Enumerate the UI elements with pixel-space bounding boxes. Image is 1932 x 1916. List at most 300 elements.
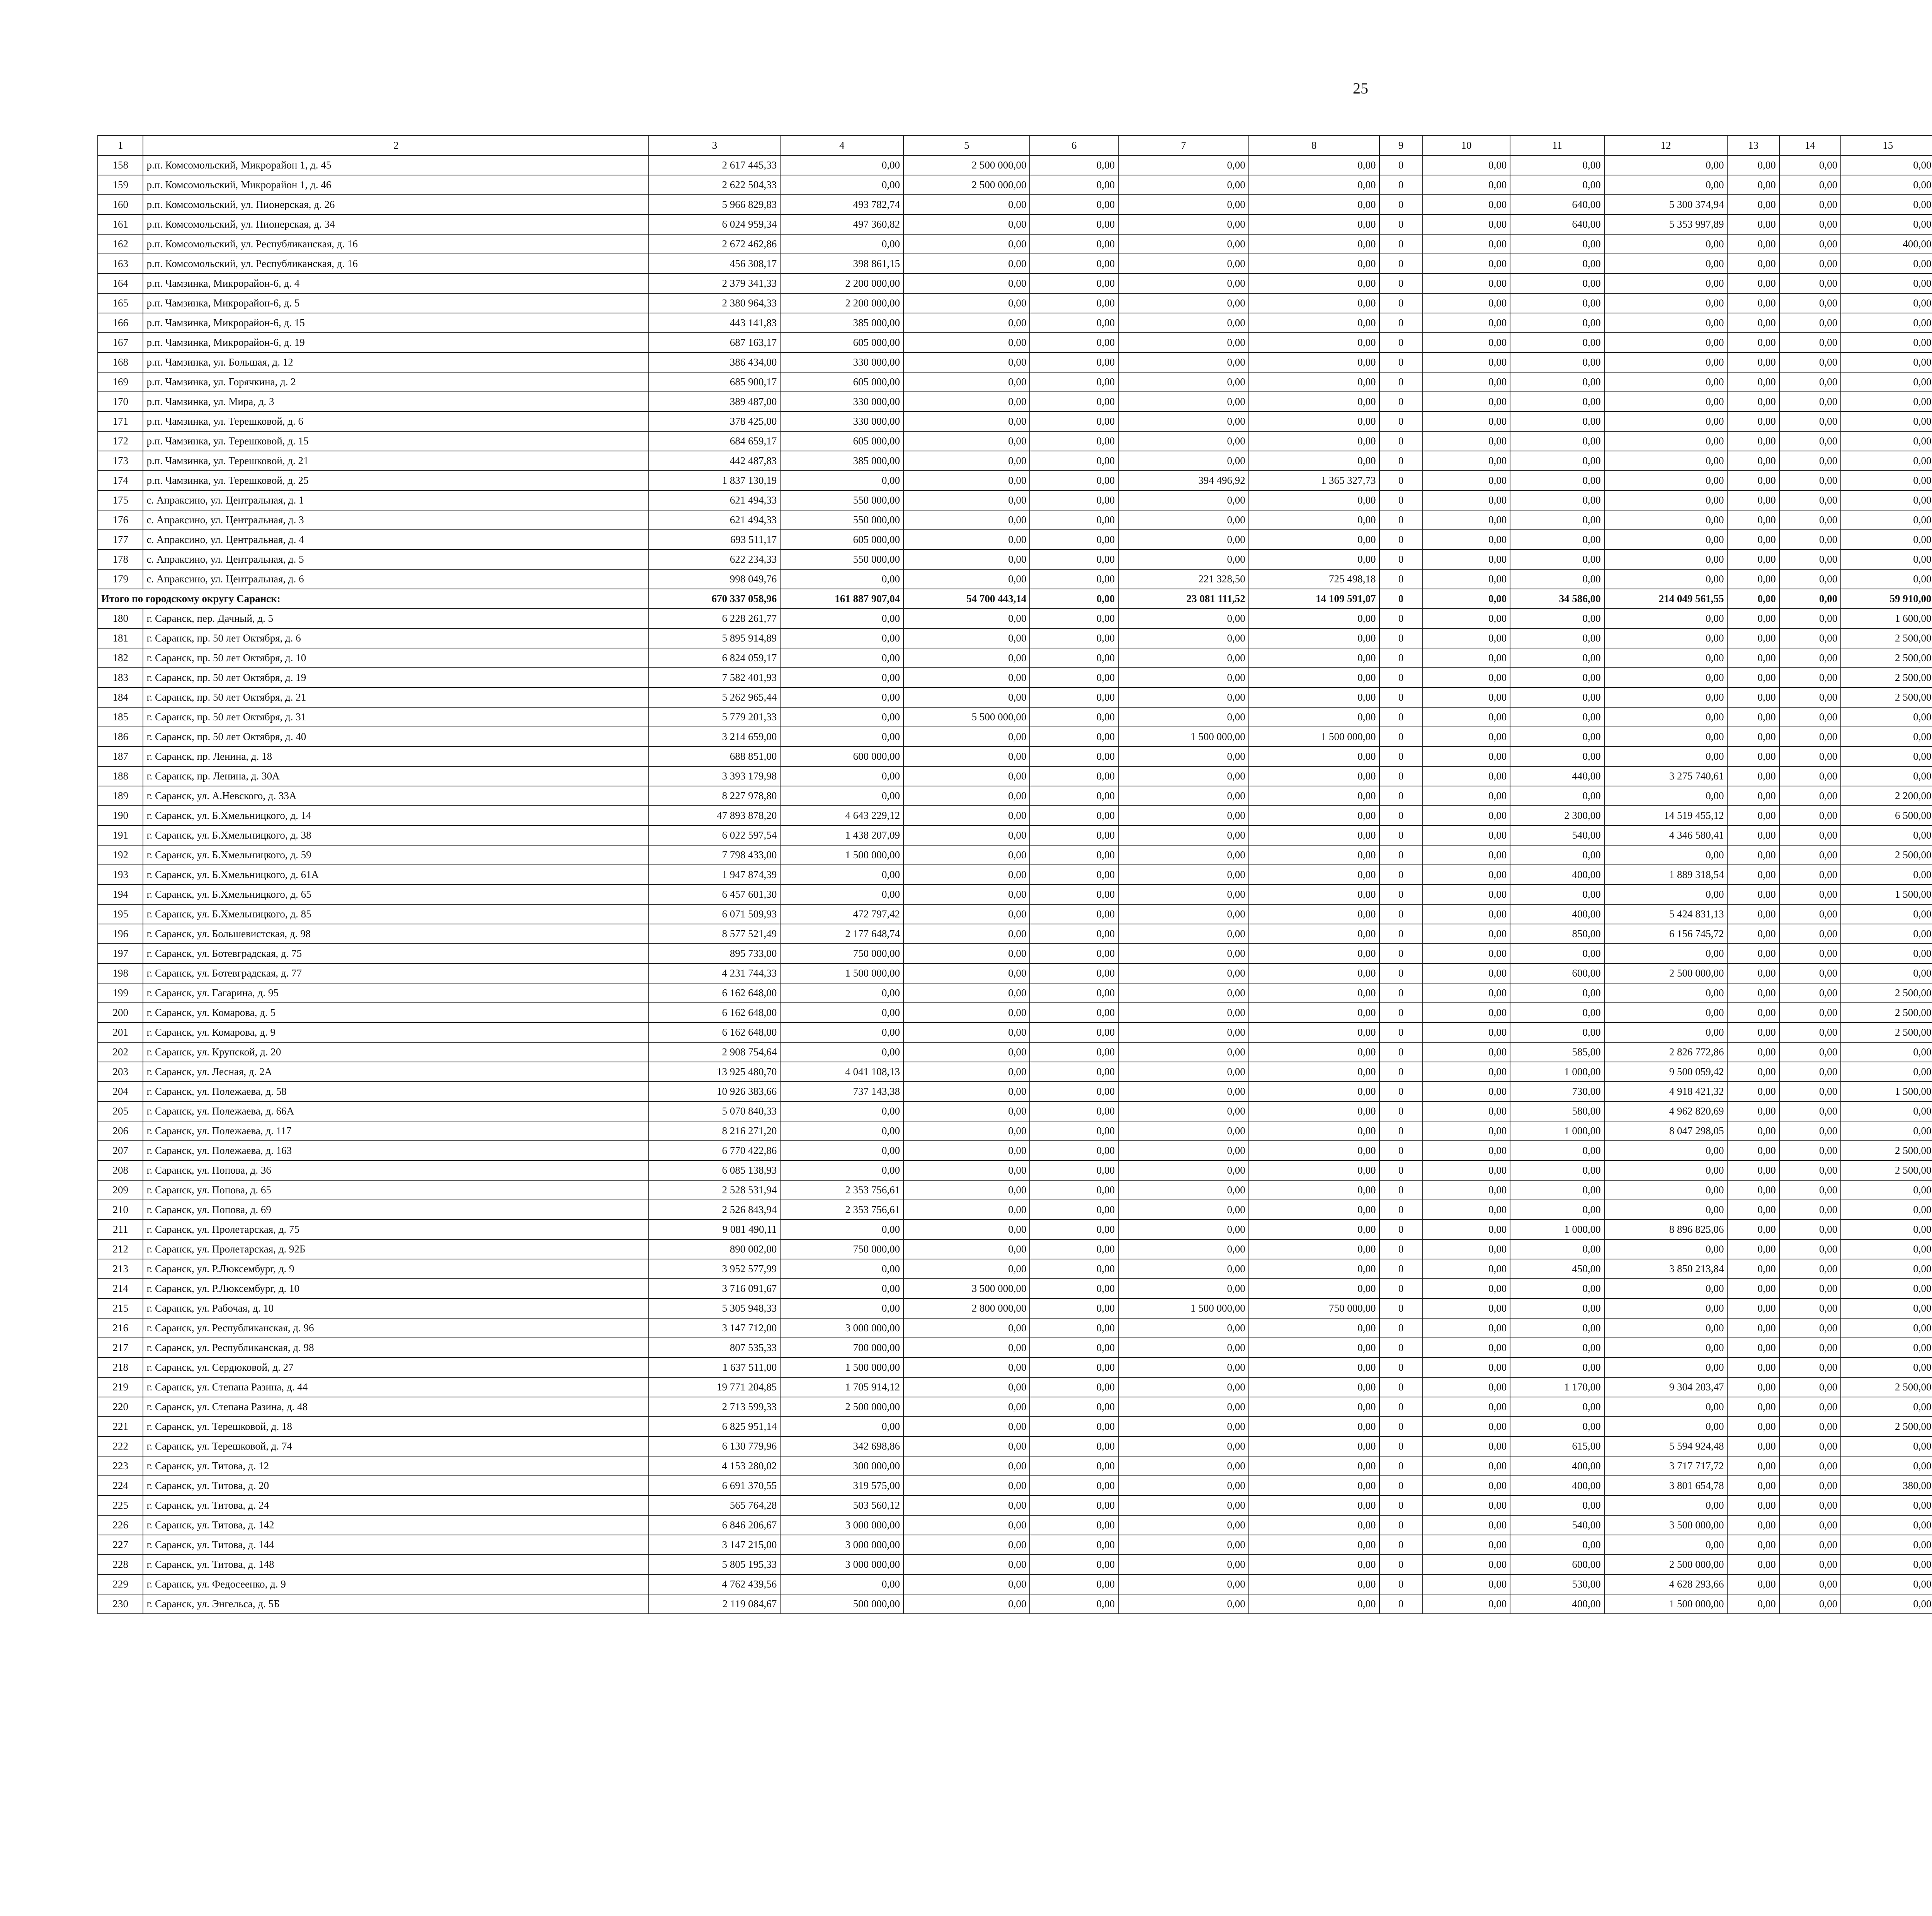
- value-cell: 0,00: [1030, 569, 1118, 589]
- address-cell: г. Саранск, ул. Попова, д. 65: [143, 1180, 649, 1200]
- value-cell: 0,00: [780, 1141, 903, 1160]
- value-cell: 2 500,00: [1841, 1417, 1932, 1436]
- value-cell: 0,00: [1841, 1121, 1932, 1141]
- value-cell: 0,00: [1841, 550, 1932, 569]
- value-cell: 0,00: [1118, 786, 1249, 806]
- table-row: [98, 628, 1932, 648]
- value-cell: 0,00: [1727, 1082, 1779, 1101]
- value-cell: 1 637 511,00: [649, 1358, 780, 1377]
- value-cell: 0,00: [780, 569, 903, 589]
- value-cell: 0,00: [1423, 313, 1510, 333]
- value-cell: 0,00: [1118, 1456, 1249, 1476]
- value-cell: 472 797,42: [780, 904, 903, 924]
- value-cell: 0,00: [1510, 1535, 1604, 1555]
- value-cell: 0,00: [903, 1338, 1030, 1358]
- value-cell: 0,00: [1249, 254, 1379, 274]
- value-cell: 0,00: [903, 1456, 1030, 1476]
- value-cell: 0,00: [780, 1101, 903, 1121]
- value-cell: 0,00: [903, 569, 1030, 589]
- address-cell: г. Саранск, ул. Титова, д. 148: [143, 1555, 649, 1574]
- table-row: [98, 1594, 1932, 1614]
- value-cell: 0,00: [1118, 944, 1249, 963]
- value-cell: 386 434,00: [649, 352, 780, 372]
- value-cell: 0,00: [1779, 412, 1841, 431]
- value-cell: 0,00: [1249, 766, 1379, 786]
- value-cell: 2 500,00: [1841, 845, 1932, 865]
- value-cell: 0,00: [1249, 747, 1379, 766]
- address-cell: р.п. Чамзинка, ул. Мира, д. 3: [143, 392, 649, 412]
- value-cell: 0,00: [1841, 1456, 1932, 1476]
- value-cell: 14 109 591,07: [1249, 589, 1379, 609]
- value-cell: 0,00: [1841, 1535, 1932, 1555]
- value-cell: 442 487,83: [649, 451, 780, 471]
- value-cell: 0,00: [1249, 1594, 1379, 1614]
- value-cell: 0,00: [1727, 1515, 1779, 1535]
- value-cell: 0,00: [1030, 1200, 1118, 1220]
- row-number-cell: 181: [98, 628, 143, 648]
- address-cell: р.п. Комсомольский, Микрорайон 1, д. 45: [143, 155, 649, 175]
- table-row: [98, 1377, 1932, 1397]
- value-cell: 0,00: [1249, 1279, 1379, 1298]
- value-cell: 0,00: [1779, 589, 1841, 609]
- value-cell: 0,00: [1604, 234, 1728, 254]
- address-cell: р.п. Комсомольский, ул. Республиканская, д. 16: [143, 254, 649, 274]
- value-cell: 0,00: [1727, 550, 1779, 569]
- table-body: [98, 155, 1932, 1614]
- value-cell: 0,00: [1604, 1318, 1728, 1338]
- value-cell: 0,00: [1118, 195, 1249, 214]
- value-cell: 0,00: [903, 1062, 1030, 1082]
- value-cell: 0,00: [1841, 1180, 1932, 1200]
- value-cell: 700 000,00: [780, 1338, 903, 1358]
- value-cell: 6 022 597,54: [649, 825, 780, 845]
- value-cell: 0,00: [1727, 1220, 1779, 1239]
- value-cell: 0,00: [1510, 510, 1604, 530]
- value-cell: 0,00: [1030, 1298, 1118, 1318]
- row-number-cell: 193: [98, 865, 143, 885]
- value-cell: 0,00: [1423, 747, 1510, 766]
- value-cell: 0,00: [1423, 293, 1510, 313]
- value-cell: 0,00: [903, 451, 1030, 471]
- value-cell: 0,00: [1604, 1003, 1728, 1023]
- value-cell: 0: [1379, 1574, 1423, 1594]
- row-number-cell: 225: [98, 1496, 143, 1515]
- value-cell: 0,00: [1249, 372, 1379, 392]
- value-cell: 400,00: [1510, 865, 1604, 885]
- value-cell: 0,00: [1604, 786, 1728, 806]
- value-cell: 1 365 327,73: [1249, 471, 1379, 490]
- table-row: [98, 944, 1932, 963]
- value-cell: 0,00: [1118, 1436, 1249, 1456]
- value-cell: 0,00: [1118, 490, 1249, 510]
- value-cell: 0,00: [1727, 412, 1779, 431]
- value-cell: 0,00: [1841, 1436, 1932, 1456]
- value-cell: 0,00: [1249, 431, 1379, 451]
- table-row: [98, 333, 1932, 352]
- address-cell: р.п. Чамзинка, Микрорайон-6, д. 4: [143, 274, 649, 293]
- value-cell: 0,00: [1779, 530, 1841, 550]
- value-cell: 0,00: [1779, 175, 1841, 195]
- value-cell: 0: [1379, 1082, 1423, 1101]
- table-row: [98, 865, 1932, 885]
- row-number-cell: 222: [98, 1436, 143, 1456]
- row-number-cell: 183: [98, 668, 143, 687]
- value-cell: 0,00: [1779, 1220, 1841, 1239]
- value-cell: 0,00: [1030, 1082, 1118, 1101]
- value-cell: 0,00: [1249, 628, 1379, 648]
- value-cell: 0,00: [1510, 944, 1604, 963]
- value-cell: 0: [1379, 155, 1423, 175]
- value-cell: 0,00: [903, 1239, 1030, 1259]
- row-number-cell: 189: [98, 786, 143, 806]
- row-number-cell: 167: [98, 333, 143, 352]
- value-cell: 0,00: [1727, 845, 1779, 865]
- value-cell: 0,00: [1841, 471, 1932, 490]
- value-cell: 0,00: [1118, 924, 1249, 944]
- address-cell: г. Саранск, ул. Гагарина, д. 95: [143, 983, 649, 1003]
- row-number-cell: 182: [98, 648, 143, 668]
- table-row: [98, 1338, 1932, 1358]
- value-cell: 0,00: [1118, 1476, 1249, 1496]
- value-cell: 0,00: [1118, 1555, 1249, 1574]
- value-cell: 0,00: [1727, 1141, 1779, 1160]
- value-cell: 0,00: [1423, 865, 1510, 885]
- value-cell: 2 713 599,33: [649, 1397, 780, 1417]
- value-cell: 0: [1379, 766, 1423, 786]
- value-cell: 2 500,00: [1841, 1160, 1932, 1180]
- value-cell: 6 770 422,86: [649, 1141, 780, 1160]
- value-cell: 0,00: [1779, 845, 1841, 865]
- value-cell: 0,00: [1423, 885, 1510, 904]
- value-cell: 0,00: [1118, 1003, 1249, 1023]
- row-number-cell: 188: [98, 766, 143, 786]
- value-cell: 0,00: [1604, 1496, 1728, 1515]
- value-cell: 0,00: [903, 648, 1030, 668]
- value-cell: 456 308,17: [649, 254, 780, 274]
- value-cell: 0,00: [1030, 1062, 1118, 1082]
- value-cell: 0,00: [1249, 1338, 1379, 1358]
- address-cell: г. Саранск, ул. Полежаева, д. 163: [143, 1141, 649, 1160]
- value-cell: 0,00: [1249, 668, 1379, 687]
- value-cell: 0,00: [1779, 214, 1841, 234]
- value-cell: 0,00: [1249, 333, 1379, 352]
- address-cell: г. Саранск, ул. Большевистская, д. 98: [143, 924, 649, 944]
- row-number-cell: 158: [98, 155, 143, 175]
- table-row: [98, 1062, 1932, 1082]
- value-cell: 0,00: [1030, 845, 1118, 865]
- value-cell: 2 200,00: [1841, 786, 1932, 806]
- value-cell: 0,00: [1841, 1279, 1932, 1298]
- value-cell: 0,00: [1118, 1259, 1249, 1279]
- value-cell: 0,00: [1779, 1042, 1841, 1062]
- value-cell: 0,00: [1604, 293, 1728, 313]
- value-cell: 400,00: [1510, 1456, 1604, 1476]
- table-row: [98, 254, 1932, 274]
- value-cell: 0,00: [1118, 451, 1249, 471]
- table-row: [98, 1298, 1932, 1318]
- value-cell: 0,00: [780, 687, 903, 707]
- value-cell: 0,00: [903, 392, 1030, 412]
- value-cell: 0,00: [780, 1003, 903, 1023]
- value-cell: 0,00: [1030, 983, 1118, 1003]
- value-cell: 0: [1379, 845, 1423, 865]
- value-cell: 0,00: [1118, 1397, 1249, 1417]
- value-cell: 0,00: [1510, 628, 1604, 648]
- address-cell: г. Саранск, ул. Б.Хмельницкого, д. 85: [143, 904, 649, 924]
- value-cell: 0,00: [1030, 707, 1118, 727]
- value-cell: 998 049,76: [649, 569, 780, 589]
- value-cell: 725 498,18: [1249, 569, 1379, 589]
- row-number-cell: 196: [98, 924, 143, 944]
- value-cell: 0: [1379, 392, 1423, 412]
- address-cell: г. Саранск, пр. 50 лет Октября, д. 6: [143, 628, 649, 648]
- value-cell: 0: [1379, 1555, 1423, 1574]
- value-cell: 0: [1379, 1101, 1423, 1121]
- value-cell: 0,00: [1030, 1003, 1118, 1023]
- value-cell: 0: [1379, 569, 1423, 589]
- value-cell: 0,00: [1727, 175, 1779, 195]
- value-cell: 0,00: [1727, 1062, 1779, 1082]
- value-cell: 0,00: [903, 1160, 1030, 1180]
- row-number-cell: 185: [98, 707, 143, 727]
- value-cell: 0,00: [1779, 628, 1841, 648]
- table-row: [98, 609, 1932, 628]
- value-cell: 0,00: [903, 214, 1030, 234]
- value-cell: 0,00: [903, 1358, 1030, 1377]
- table-row: [98, 431, 1932, 451]
- value-cell: 0,00: [1510, 648, 1604, 668]
- value-cell: 0,00: [1779, 806, 1841, 825]
- value-cell: 0,00: [1118, 963, 1249, 983]
- value-cell: 0,00: [1118, 1121, 1249, 1141]
- address-cell: г. Саранск, ул. Пролетарская, д. 92Б: [143, 1239, 649, 1259]
- table-row: [98, 1358, 1932, 1377]
- value-cell: 0,00: [1779, 648, 1841, 668]
- value-cell: 300 000,00: [780, 1456, 903, 1476]
- value-cell: 0,00: [1841, 1259, 1932, 1279]
- row-number-cell: 174: [98, 471, 143, 490]
- value-cell: 0,00: [1779, 1496, 1841, 1515]
- value-cell: 0,00: [1423, 1574, 1510, 1594]
- value-cell: 0,00: [1118, 687, 1249, 707]
- value-cell: 0,00: [1423, 1298, 1510, 1318]
- value-cell: 0,00: [1779, 569, 1841, 589]
- row-number-cell: 201: [98, 1023, 143, 1042]
- value-cell: 687 163,17: [649, 333, 780, 352]
- value-cell: 0,00: [1249, 1397, 1379, 1417]
- address-cell: г. Саранск, ул. Степана Разина, д. 44: [143, 1377, 649, 1397]
- value-cell: 0,00: [1779, 1515, 1841, 1535]
- value-cell: 0,00: [1423, 431, 1510, 451]
- table-row: [98, 648, 1932, 668]
- value-cell: 0,00: [1510, 1417, 1604, 1436]
- value-cell: 0,00: [1249, 1377, 1379, 1397]
- value-cell: 0,00: [1423, 214, 1510, 234]
- value-cell: 6 824 059,17: [649, 648, 780, 668]
- value-cell: 0,00: [1030, 963, 1118, 983]
- value-cell: 1 000,00: [1510, 1121, 1604, 1141]
- value-cell: 0,00: [1249, 1555, 1379, 1574]
- value-cell: 0,00: [1423, 1515, 1510, 1535]
- value-cell: 19 771 204,85: [649, 1377, 780, 1397]
- value-cell: 0,00: [1423, 530, 1510, 550]
- value-cell: 0,00: [1118, 1515, 1249, 1535]
- value-cell: 0: [1379, 1436, 1423, 1456]
- value-cell: 0,00: [903, 806, 1030, 825]
- address-cell: г. Саранск, ул. Полежаева, д. 58: [143, 1082, 649, 1101]
- value-cell: 0,00: [1727, 1535, 1779, 1555]
- value-cell: 0,00: [1030, 1417, 1118, 1436]
- value-cell: 0,00: [1510, 786, 1604, 806]
- table-row: [98, 845, 1932, 865]
- value-cell: 0,00: [903, 1535, 1030, 1555]
- value-cell: 0,00: [1841, 175, 1932, 195]
- value-cell: 0,00: [1423, 1377, 1510, 1397]
- value-cell: 0,00: [1249, 1042, 1379, 1062]
- value-cell: 0,00: [903, 234, 1030, 254]
- value-cell: 0,00: [1604, 254, 1728, 274]
- address-cell: р.п. Чамзинка, ул. Терешковой, д. 25: [143, 471, 649, 490]
- value-cell: 0,00: [903, 628, 1030, 648]
- value-cell: 0,00: [1779, 510, 1841, 530]
- value-cell: 0,00: [1510, 1239, 1604, 1259]
- value-cell: 0,00: [1030, 1456, 1118, 1476]
- table-row: [98, 1082, 1932, 1101]
- row-number-cell: 204: [98, 1082, 143, 1101]
- value-cell: 0,00: [1841, 214, 1932, 234]
- table-row: [98, 550, 1932, 569]
- value-cell: 13 925 480,70: [649, 1062, 780, 1082]
- value-cell: 0,00: [1030, 1476, 1118, 1496]
- address-cell: г. Саранск, ул. Попова, д. 36: [143, 1160, 649, 1180]
- value-cell: 0,00: [1030, 234, 1118, 254]
- table-container: [97, 135, 1932, 1614]
- value-cell: 0,00: [1118, 1200, 1249, 1220]
- value-cell: 0,00: [1727, 1358, 1779, 1377]
- table-row: [98, 885, 1932, 904]
- row-number-cell: 175: [98, 490, 143, 510]
- value-cell: 0,00: [1510, 1180, 1604, 1200]
- row-number-cell: 194: [98, 885, 143, 904]
- value-cell: 0,00: [1249, 195, 1379, 214]
- value-cell: 0,00: [903, 530, 1030, 550]
- value-cell: 0,00: [903, 865, 1030, 885]
- value-cell: 330 000,00: [780, 392, 903, 412]
- value-cell: 0,00: [1779, 1338, 1841, 1358]
- value-cell: 0,00: [1604, 1338, 1728, 1358]
- value-cell: 0,00: [1727, 1101, 1779, 1121]
- value-cell: 0,00: [1841, 274, 1932, 293]
- column-header: 14: [1779, 136, 1841, 155]
- value-cell: 0,00: [1030, 944, 1118, 963]
- value-cell: 0,00: [1249, 313, 1379, 333]
- value-cell: 0: [1379, 431, 1423, 451]
- value-cell: 0,00: [1604, 431, 1728, 451]
- value-cell: 6 162 648,00: [649, 1003, 780, 1023]
- value-cell: 0,00: [1510, 1200, 1604, 1220]
- address-cell: р.п. Комсомольский, Микрорайон 1, д. 46: [143, 175, 649, 195]
- value-cell: 0,00: [1779, 1180, 1841, 1200]
- data-table: [97, 135, 1932, 1614]
- value-cell: 0,00: [1118, 1239, 1249, 1259]
- value-cell: 0,00: [1118, 1338, 1249, 1358]
- value-cell: 0,00: [1423, 1239, 1510, 1259]
- value-cell: 3 850 213,84: [1604, 1259, 1728, 1279]
- value-cell: 6 085 138,93: [649, 1160, 780, 1180]
- value-cell: 0,00: [1118, 825, 1249, 845]
- value-cell: 0,00: [903, 747, 1030, 766]
- value-cell: 0: [1379, 648, 1423, 668]
- table-row: [98, 1141, 1932, 1160]
- value-cell: 0,00: [1030, 1377, 1118, 1397]
- value-cell: 0,00: [1727, 944, 1779, 963]
- value-cell: 0: [1379, 412, 1423, 431]
- value-cell: 0,00: [1423, 1417, 1510, 1436]
- value-cell: 0,00: [1249, 924, 1379, 944]
- value-cell: 0,00: [1510, 885, 1604, 904]
- table-row: [98, 766, 1932, 786]
- value-cell: 2 200 000,00: [780, 274, 903, 293]
- value-cell: 6 071 509,93: [649, 904, 780, 924]
- value-cell: 5 966 829,83: [649, 195, 780, 214]
- value-cell: 0,00: [1510, 1160, 1604, 1180]
- table-row: [98, 195, 1932, 214]
- value-cell: 0,00: [1249, 609, 1379, 628]
- value-cell: 0,00: [1604, 1279, 1728, 1298]
- value-cell: 0,00: [1249, 214, 1379, 234]
- value-cell: 0,00: [1779, 451, 1841, 471]
- value-cell: 0: [1379, 1279, 1423, 1298]
- value-cell: 0,00: [1727, 1476, 1779, 1496]
- value-cell: 0,00: [1841, 155, 1932, 175]
- value-cell: 0,00: [1779, 550, 1841, 569]
- value-cell: 2 177 648,74: [780, 924, 903, 944]
- value-cell: 0,00: [1604, 490, 1728, 510]
- value-cell: 8 216 271,20: [649, 1121, 780, 1141]
- value-cell: 0,00: [1118, 806, 1249, 825]
- value-cell: 0: [1379, 1397, 1423, 1417]
- value-cell: 3 717 717,72: [1604, 1456, 1728, 1476]
- value-cell: 0,00: [1118, 1594, 1249, 1614]
- value-cell: 8 227 978,80: [649, 786, 780, 806]
- row-number-cell: 203: [98, 1062, 143, 1082]
- value-cell: 0: [1379, 1377, 1423, 1397]
- value-cell: 0,00: [1249, 865, 1379, 885]
- column-header: 15: [1841, 136, 1932, 155]
- value-cell: 0,00: [1727, 490, 1779, 510]
- row-number-cell: 170: [98, 392, 143, 412]
- row-number-cell: 220: [98, 1397, 143, 1417]
- value-cell: 394 496,92: [1118, 471, 1249, 490]
- value-cell: 0,00: [780, 648, 903, 668]
- address-cell: г. Саранск, ул. Р.Люксембург, д. 10: [143, 1279, 649, 1298]
- value-cell: 0,00: [1604, 530, 1728, 550]
- value-cell: 0,00: [1030, 1436, 1118, 1456]
- value-cell: 8 896 825,06: [1604, 1220, 1728, 1239]
- value-cell: 0,00: [1118, 1496, 1249, 1515]
- value-cell: 0,00: [1604, 352, 1728, 372]
- table-row: [98, 1279, 1932, 1298]
- value-cell: 540,00: [1510, 1515, 1604, 1535]
- row-number-cell: 202: [98, 1042, 143, 1062]
- value-cell: 500 000,00: [780, 1594, 903, 1614]
- value-cell: 0,00: [1604, 392, 1728, 412]
- value-cell: 10 926 383,66: [649, 1082, 780, 1101]
- address-cell: г. Саранск, ул. Республиканская, д. 96: [143, 1318, 649, 1338]
- value-cell: 0: [1379, 1023, 1423, 1042]
- value-cell: 0,00: [1841, 431, 1932, 451]
- value-cell: 0: [1379, 313, 1423, 333]
